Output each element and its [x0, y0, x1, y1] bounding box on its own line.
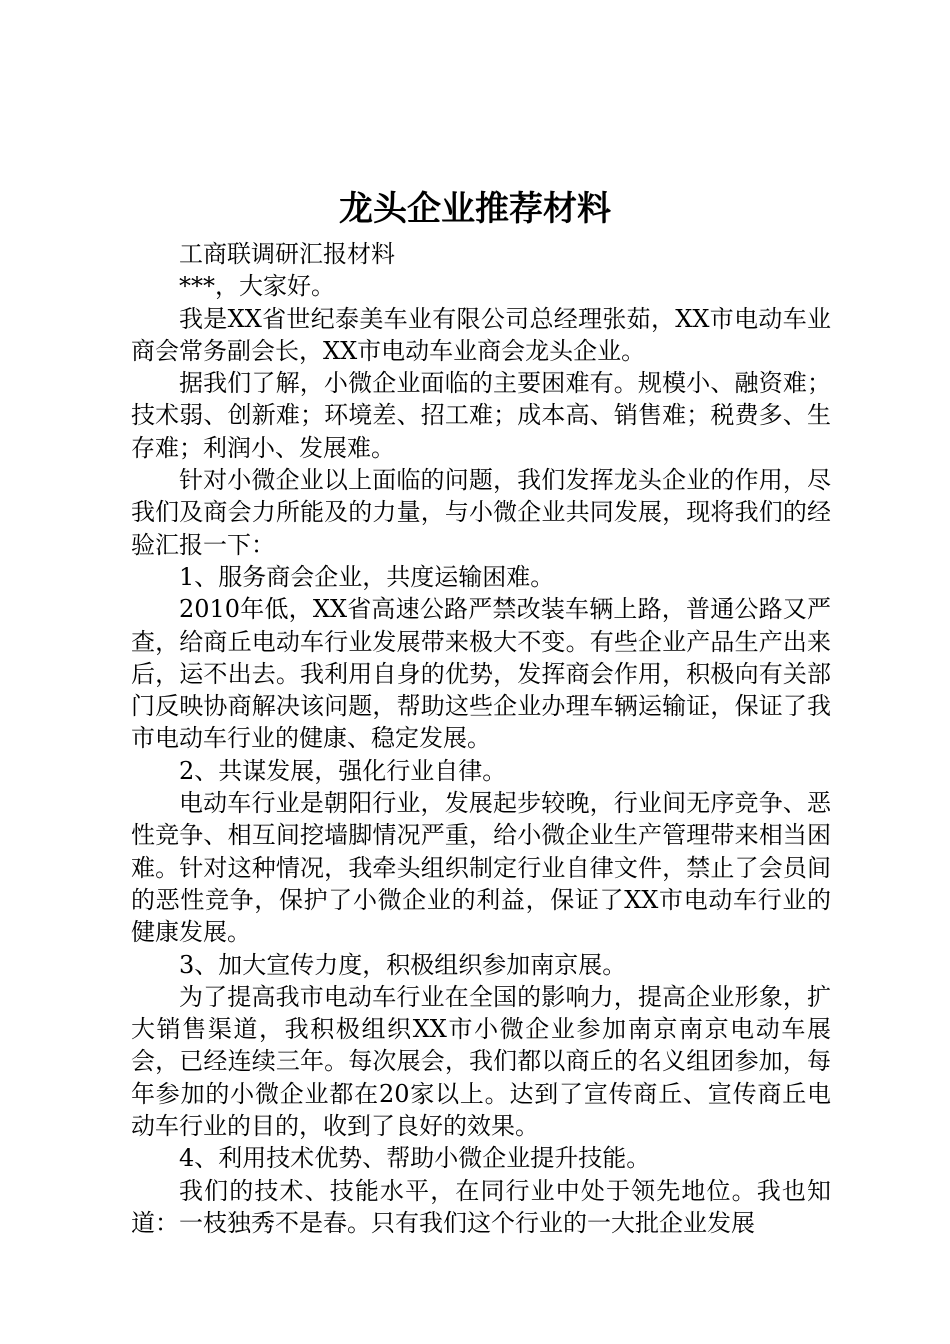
paragraph-section-3: 为了提高我市电动车行业在全国的影响力，提高企业形象，扩大销售渠道，我积极组织XX市小微企业参加南京南京电动车展会，已经连续三年。每次展会，我们都以商丘的名义组团参加，每年参加的小微企业都在20家以上。达到了宣传商丘、宣传商丘电动车行业的目的，收到了良好的效果。 — [131, 982, 831, 1141]
section-heading-1: 1、服务商会企业，共度运输困难。 — [179, 562, 555, 591]
document-title: 龙头企业推荐材料 — [339, 189, 611, 229]
paragraph-difficulties: 据我们了解，小微企业面临的主要困难有。规模小、融资难；技术弱、创新难；环境差、招工难；成本高、销售难；税费多、生存难；利润小、发展难。 — [131, 369, 831, 462]
paragraph-section-4: 我们的技术、技能水平，在同行业中处于领先地位。我也知道：一枝独秀不是春。只有我们这个行业的一大批企业发展 — [131, 1176, 831, 1237]
paragraph-section-2: 电动车行业是朝阳行业，发展起步较晚，行业间无序竞争、恶性竞争、相互间挖墙脚情况严重，给小微企业生产管理带来相当困难。针对这种情况，我牵头组织制定行业自律文件，禁止了会员间的恶性竞争，保护了小微企业的利益，保证了XX市电动车行业的健康发展。 — [131, 789, 831, 947]
document-body — [131, 238, 831, 1239]
section-heading-3: 3、加大宣传力度，积极组织参加南京展。 — [179, 950, 627, 979]
paragraph-greeting: ***，大家好。 — [179, 272, 335, 301]
paragraph-section-1: 2010年低，XX省高速公路严禁改装车辆上路，普通公路又严查，给商丘电动车行业发展带来极大不变。有些企业产品生产出来后，运不出去。我利用自身的优势，发挥商会作用，积极向有关部门反映协商解决该问题，帮助这些企业办理车辆运输证，保证了我市电动车行业的健康、稳定发展。 — [131, 595, 831, 753]
section-heading-2: 2、共谋发展，强化行业自律。 — [179, 756, 507, 785]
paragraph-intro-experience: 针对小微企业以上面临的问题，我们发挥龙头企业的作用，尽我们及商会力所能及的力量，与小微企业共同发展，现将我们的经验汇报一下： — [131, 466, 831, 559]
section-heading-4: 4、利用技术优势、帮助小微企业提升技能。 — [179, 1144, 651, 1173]
paragraph-subtitle: 工商联调研汇报材料 — [179, 240, 395, 268]
paragraph-self-intro: 我是XX省世纪泰美车业有限公司总经理张茹，XX市电动车业商会常务副会长，XX市电动车业商会龙头企业。 — [131, 304, 831, 365]
